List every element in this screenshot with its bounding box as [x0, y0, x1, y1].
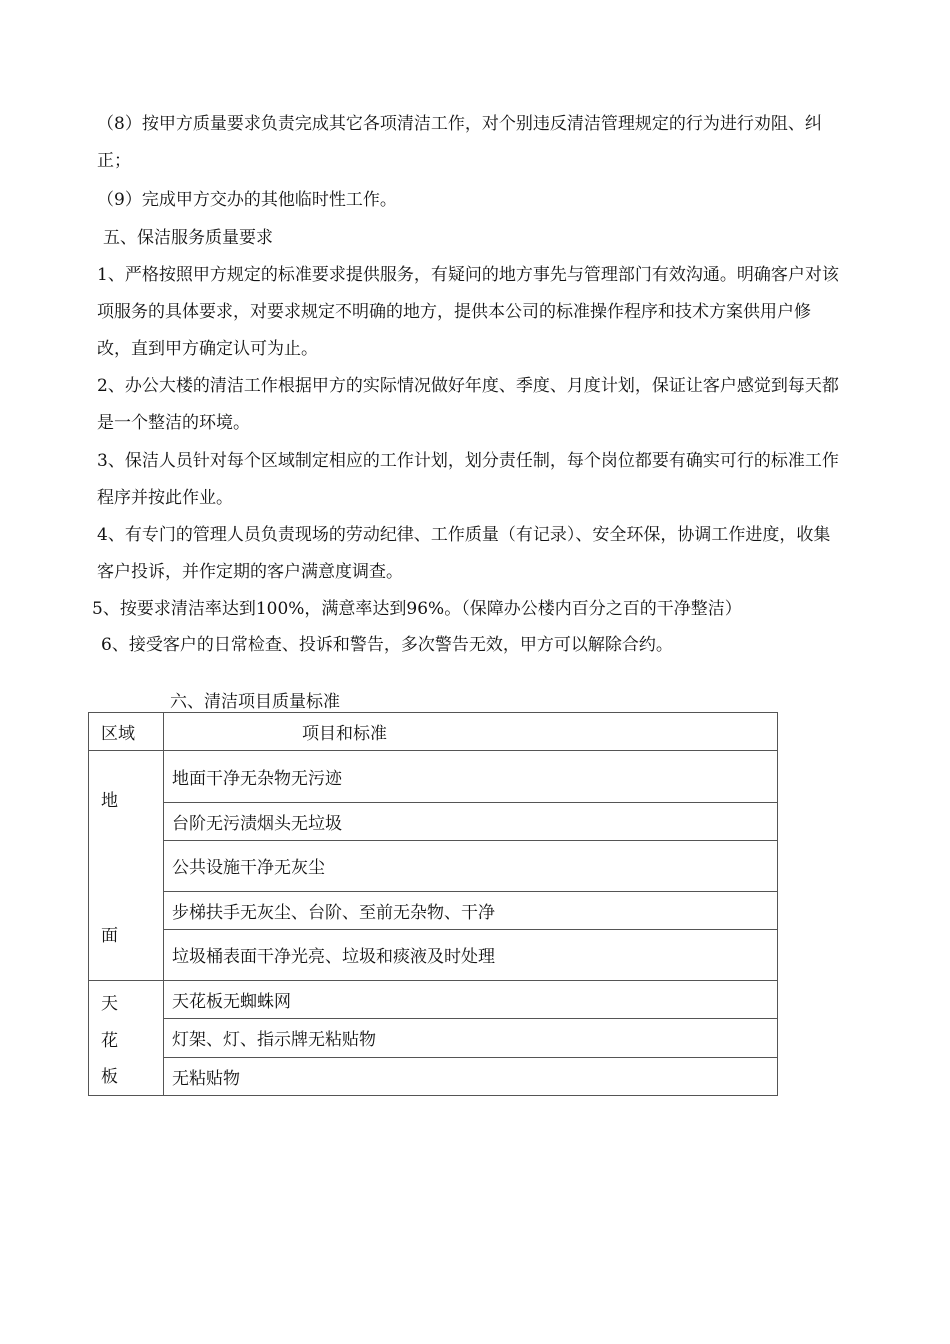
paragraph-req-2: 2、办公大楼的清洁工作根据甲方的实际情况做好年度、季度、月度计划，保证让客户感觉到每天都是一个整洁的环境。: [97, 376, 839, 433]
paragraph-req-6: 6、接受客户的日常检查、投诉和警告，多次警告无效，甲方可以解除合约。: [101, 635, 673, 655]
table-cell: 台阶无污渍烟头无垃圾: [164, 803, 778, 841]
area-char: 面: [101, 925, 118, 946]
header-area-cell: 区域: [89, 713, 164, 751]
table-cell: 公共设施干净无灰尘: [164, 841, 778, 891]
paragraph-req-1: 1、严格按照甲方规定的标准要求提供服务，有疑问的地方事先与管理部门有效沟通。明确客户对该项服务的具体要求，对要求规定不明确的地方，提供本公司的标准操作程序和技术方案供用户修改，直到甲方确定认可为止。: [97, 265, 839, 359]
area-cell-floor: [89, 751, 164, 981]
area-char: 天: [101, 994, 118, 1014]
table-row: [89, 929, 778, 980]
table-header-row: [89, 713, 778, 751]
quality-standard-table: [88, 712, 778, 1096]
table-caption: 六、清洁项目质量标准: [170, 692, 340, 712]
table-cell: 步梯扶手无灰尘、台阶、至前无杂物、干净: [164, 891, 778, 929]
header-items-cell: 项目和标准: [164, 713, 778, 751]
table-cell: 垃圾桶表面干净光亮、垃圾和痰液及时处理: [164, 929, 778, 980]
table-cell: 无粘贴物: [164, 1057, 778, 1095]
area-char: 板: [101, 1067, 118, 1087]
paragraph-req-4: 4、有专门的管理人员负责现场的劳动纪律、工作质量（有记录）、安全环保，协调工作进度，收集客户投诉，并作定期的客户满意度调查。: [97, 525, 831, 582]
paragraph-req-5: 5、按要求清洁率达到100%，满意率达到96%。（保障办公楼内百分之百的干净整洁）: [92, 599, 742, 619]
section-heading-5: 五、保洁服务质量要求: [103, 228, 273, 248]
table-cell: 地面干净无杂物无污迹: [164, 751, 778, 803]
table-row: [89, 981, 778, 1019]
table-row: [89, 1057, 778, 1095]
area-char: 花: [101, 1030, 118, 1051]
table-row: [89, 891, 778, 929]
paragraph-item-8: （8）按甲方质量要求负责完成其它各项清洁工作，对个别违反清洁管理规定的行为进行劝阻、纠正；: [97, 114, 822, 171]
table-cell: 灯架、灯、指示牌无粘贴物: [164, 1019, 778, 1057]
area-char: 地: [101, 790, 118, 811]
table-row: [89, 803, 778, 841]
table-row: [89, 751, 778, 803]
paragraph-req-3: 3、保洁人员针对每个区域制定相应的工作计划，划分责任制，每个岗位都要有确实可行的标准工作程序并按此作业。: [97, 451, 839, 508]
table-row: [89, 841, 778, 891]
table-row: [89, 1019, 778, 1057]
table-cell: 天花板无蜘蛛网: [164, 981, 778, 1019]
area-cell-ceiling: [89, 981, 164, 1096]
paragraph-item-9: （9）完成甲方交办的其他临时性工作。: [97, 190, 397, 210]
